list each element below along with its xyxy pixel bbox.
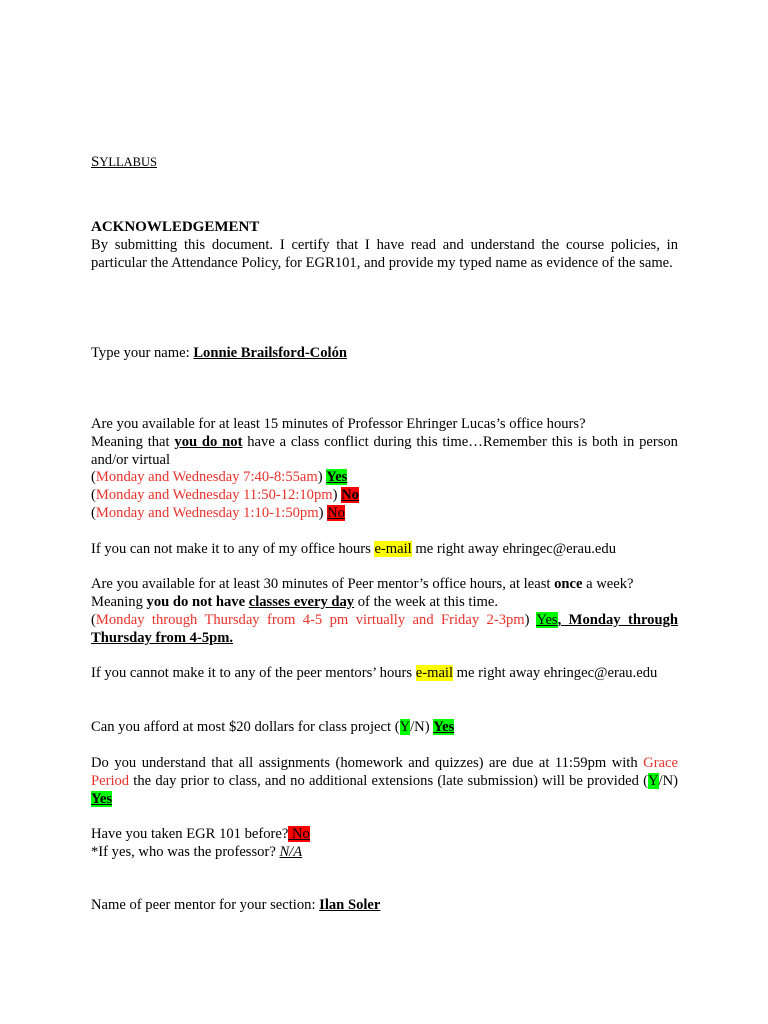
taken-question: Have you taken EGR 101 before? No xyxy=(91,826,310,842)
student-name: Lonnie Brailsford-Colón xyxy=(193,345,347,361)
answer-badge: No xyxy=(341,487,359,503)
office-slot-3: (Monday and Wednesday 1:10-1:50pm) No xyxy=(91,505,345,521)
peer-meaning: Meaning you do not have classes every day of the week at this time. xyxy=(91,594,498,610)
afford-question: Can you afford at most $20 dollars for class project (Y/N) Yes xyxy=(91,719,455,735)
peer-question: Are you available for at least 30 minutes of Peer mentor’s office hours, at least once a week? xyxy=(91,576,634,592)
email-line-1: If you can not make it to any of my office hours e-mail me right away ehringec@erau.edu xyxy=(91,541,617,557)
answer-badge: Yes xyxy=(91,791,113,807)
email-line-2: If you cannot make it to any of the peer mentors’ hours e-mail me right away ehringec@erau.edu xyxy=(91,665,658,681)
answer-badge: No xyxy=(288,826,310,842)
professor-line: *If yes, who was the professor? N/A xyxy=(91,844,303,860)
answer-badge: Yes xyxy=(536,612,558,628)
office-hours-meaning: Meaning that you do not have a class conflict during this time…Remember this is both in person and/or virtual xyxy=(91,434,678,468)
peer-mentor-name: Ilan Soler xyxy=(319,897,381,913)
assignments-question: Do you understand that all assignments (homework and quizzes) are due at 11:59pm with Grace Period the day prior to class, and no additional extensions (late submission) will be provided (Y/N) Yes xyxy=(91,755,678,807)
syllabus-title: SYLLABUS xyxy=(91,154,157,170)
answer-badge: No xyxy=(327,505,345,521)
peer-hours: (Monday through Thursday from 4-5 pm virtually and Friday 2-3pm) Yes, Monday through Thursday from 4-5pm. xyxy=(91,612,679,646)
peer-mentor-line: Name of peer mentor for your section: Ilan Soler xyxy=(91,897,381,913)
acknowledgement-heading: ACKNOWLEDGEMENT xyxy=(91,219,260,235)
office-slot-2: (Monday and Wednesday 11:50-12:10pm) No xyxy=(91,487,359,503)
answer-badge: Yes xyxy=(326,469,348,485)
answer-badge: Yes xyxy=(433,719,455,735)
office-hours-question: Are you available for at least 15 minutes of Professor Ehringer Lucas’s office hours? xyxy=(91,416,586,432)
acknowledgement-text: By submitting this document. I certify that I have read and understand the course policies, in particular the Attendance Policy, for EGR101, and provide my typed name as evidence of the same. xyxy=(91,237,678,271)
name-line: Type your name: Lonnie Brailsford-Colón xyxy=(91,345,347,361)
office-slot-1: (Monday and Wednesday 7:40-8:55am) Yes xyxy=(91,469,348,485)
